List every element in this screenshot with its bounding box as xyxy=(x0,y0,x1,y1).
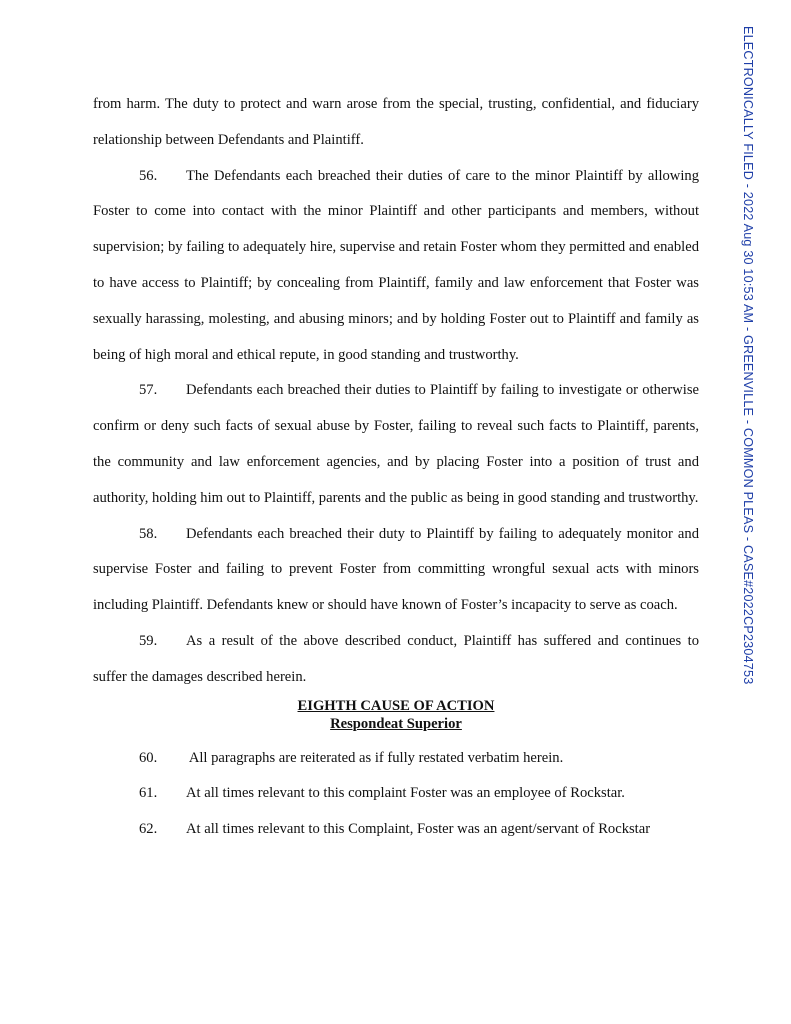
paragraph-60 xyxy=(93,741,699,777)
paragraph-56 xyxy=(93,159,699,374)
paragraph-text: The Defendants each breached their duties of care to the minor Plaintiff by allowing Foster to come into contact with the minor Plaintiff and other participants and members, without supervision; by failing to adequately hire, supervise and retain Foster whom they permitted and enabled to have access to Plaintiff; by concealing from Plaintiff, family and law enforcement that Foster was sexually harassing, molesting, and abusing minors; and by holding Foster out to Plaintiff and family as being of high moral and ethical repute, in good standing and trustworthy. xyxy=(93,167,699,363)
paragraph-57 xyxy=(93,373,699,516)
section-subtitle: Respondeat Superior xyxy=(330,715,462,732)
section-heading xyxy=(93,697,699,733)
paragraph-61 xyxy=(93,776,699,812)
section-title: EIGHTH CAUSE OF ACTION xyxy=(297,697,495,714)
paragraph-59 xyxy=(93,624,699,696)
paragraph-number: 58. xyxy=(139,525,158,542)
paragraph-number: 57. xyxy=(139,382,158,399)
paragraph-text: All paragraphs are reiterated as if fully restated verbatim herein. xyxy=(186,749,564,766)
paragraph-number: 61. xyxy=(139,785,158,802)
paragraph-number: 59. xyxy=(139,632,158,649)
paragraph-text: At all times relevant to this complaint Foster was an employee of Rockstar. xyxy=(186,785,625,802)
paragraph-number: 56. xyxy=(139,167,158,184)
electronic-filing-stamp: ELECTRONICALLY FILED - 2022 Aug 30 10:53 AM - GREENVILLE - COMMON PLEAS - CASE#2022CP2304753 xyxy=(741,26,755,685)
document-body xyxy=(93,87,699,848)
continuation-paragraph: from harm. The duty to protect and warn arose from the special, trusting, confidential, and fiduciary relationship between Defendants and Plaintiff. xyxy=(93,96,699,148)
paragraph-text: At all times relevant to this Complaint, Foster was an agent/servant of Rockstar xyxy=(186,821,651,838)
paragraph-58 xyxy=(93,517,699,624)
paragraph-text: As a result of the above described conduct, Plaintiff has suffered and continues to suffer the damages described herein. xyxy=(93,632,699,685)
paragraph-62 xyxy=(93,812,699,848)
paragraph-text: Defendants each breached their duty to Plaintiff by failing to adequately monitor and supervise Foster and failing to prevent Foster from committing wrongful sexual acts with minors including Plaintiff. Defendants knew or should have known of Foster’s incapacity to serve as coach. xyxy=(93,525,699,614)
paragraph-number: 62. xyxy=(139,821,158,838)
paragraph-number: 60. xyxy=(139,749,158,766)
paragraph-text: Defendants each breached their duties to Plaintiff by failing to investigate or otherwise confirm or deny such facts of sexual abuse by Foster, failing to reveal such facts to Plaintiff, parents, the community and law enforcement agencies, and by placing Foster into a position of trust and authority, holding him out to Plaintiff, parents and the public as being in good standing and trustworthy. xyxy=(93,382,699,506)
